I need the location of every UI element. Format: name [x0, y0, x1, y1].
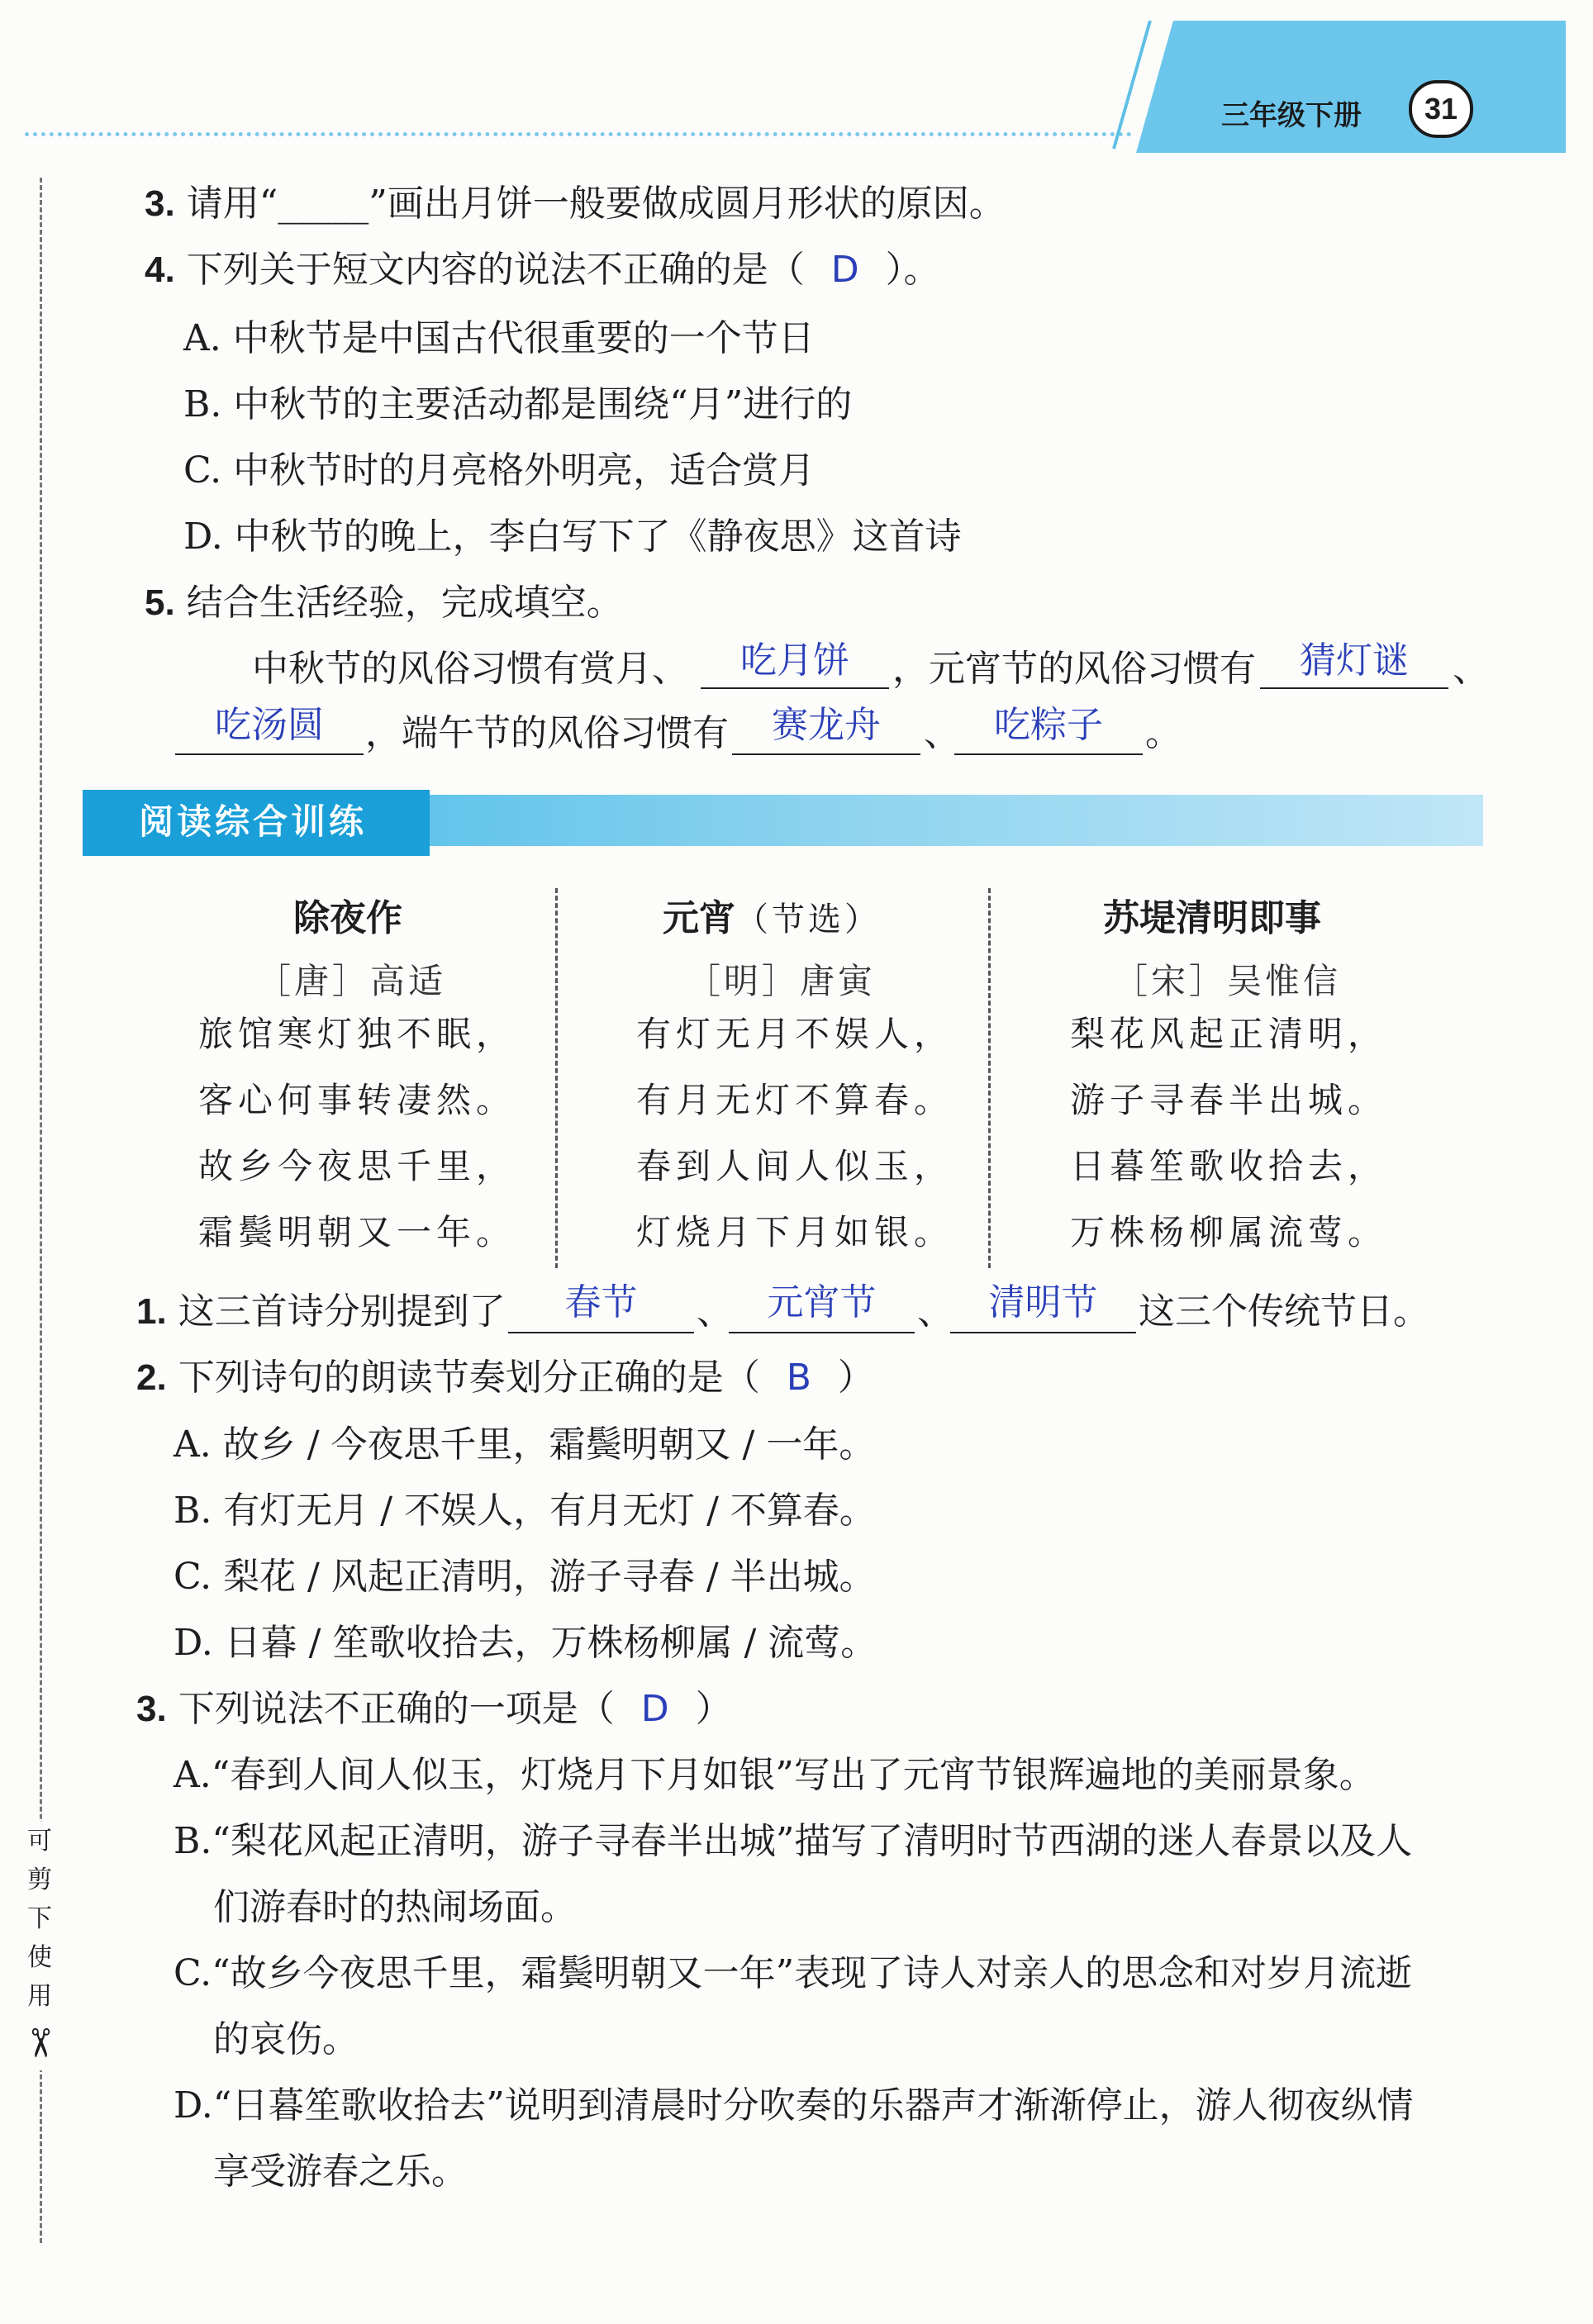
header-tab — [1124, 21, 1570, 157]
poem-title: 苏堤清明即事 — [1103, 897, 1321, 939]
option-cont: 享受游春之乐。 — [213, 2151, 468, 2193]
option: B. 中秋节的主要活动都是围绕“月”进行的 — [183, 383, 853, 425]
blank-line — [950, 1332, 1136, 1333]
q5-text: ，端午节的风俗习惯有 — [365, 712, 729, 754]
blank-line — [954, 753, 1143, 755]
answer-blank-2: 猜灯谜 — [1300, 639, 1409, 682]
q5-text: 、 — [1453, 648, 1489, 690]
poem-line: 客心何事转凄然。 — [198, 1080, 516, 1120]
question-4: 4. 下列关于短文内容的说法不正确的是（ D ）。 — [145, 249, 940, 291]
poem-line: 有灯无月不娱人， — [636, 1014, 954, 1054]
poem-line: 有月无灯不算春。 — [636, 1080, 954, 1120]
blank-line — [732, 753, 920, 755]
grade-label: 三年级下册 — [1221, 99, 1362, 132]
answer-blank: 春节 — [564, 1281, 638, 1324]
blank-line — [701, 687, 889, 689]
answer-blank-5: 吃粽子 — [994, 704, 1103, 746]
poem-line: 游子寻春半出城。 — [1070, 1080, 1388, 1120]
page-header — [0, 0, 1593, 165]
question-5: 5. 结合生活经验，完成填空。 — [145, 582, 623, 624]
poem-divider — [988, 888, 991, 1268]
page-number: 31 — [1424, 92, 1458, 126]
option: A. 中秋节是中国古代很重要的一个节日 — [183, 317, 815, 359]
header-dotted-line — [25, 132, 1132, 136]
separator: 、 — [917, 1290, 953, 1333]
poem-line: 日暮笙歌收拾去， — [1070, 1146, 1388, 1186]
answer: D — [640, 1688, 669, 1730]
answer: D — [830, 249, 859, 291]
poem-author: ［明］唐寅 — [686, 961, 877, 1001]
option: D. 日暮 / 笙歌收拾去，万株杨柳属 / 流莺。 — [174, 1622, 877, 1664]
poem-title: 除夜作 — [293, 897, 402, 939]
blank-line — [729, 1332, 915, 1333]
poem-line: 旅馆寒灯独不眠， — [198, 1014, 516, 1054]
q5-text: ，元宵节的风俗习惯有 — [892, 648, 1256, 690]
poem-line: 春到人间人似玉， — [636, 1146, 954, 1186]
option-cont: 的哀伤。 — [213, 2018, 359, 2060]
p2-question-3: 3. 下列说法不正确的一项是（ D ） — [136, 1688, 732, 1730]
option: C. 梨花 / 风起正清明，游子寻春 / 半出城。 — [174, 1556, 876, 1598]
answer-blank-4: 赛龙舟 — [772, 704, 881, 746]
option: B.“梨花风起正清明，游子寻春半出城”描写了清明时节西湖的迷人春景以及人 — [174, 1820, 1413, 1862]
q5-text: 、 — [924, 712, 960, 754]
answer: B — [786, 1357, 811, 1399]
p2-question-1: 1. 这三首诗分别提到了 — [136, 1290, 506, 1333]
answer-blank-3: 吃汤圆 — [215, 704, 324, 746]
poem-line: 梨花风起正清明， — [1070, 1014, 1388, 1054]
cut-text: 可 剪 下 使 用 ✂ — [21, 1822, 58, 2070]
q5-text: 中秋节的风俗习惯有赏月、 — [252, 648, 688, 690]
blank-line — [508, 1332, 694, 1333]
option: B. 有灯无月 / 不娱人，有月无灯 / 不算春。 — [174, 1490, 876, 1532]
option: C. 中秋节时的月亮格外明亮，适合赏月 — [183, 449, 816, 492]
poem-title: 元宵（节选） — [663, 897, 881, 939]
poem-author: ［宋］吴惟信 — [1113, 961, 1342, 1001]
option: C.“故乡今夜思千里，霜鬓明朝又一年”表现了诗人对亲人的思念和对岁月流逝 — [174, 1952, 1413, 1994]
answer-blank: 清明节 — [988, 1281, 1098, 1324]
question-3: 3. 请用“_____”画出月饼一般要做成圆月形状的原因。 — [145, 183, 1006, 225]
blank-line — [175, 753, 364, 755]
poem-subtitle: （节选） — [735, 901, 881, 939]
scissors-icon: ✂ — [17, 2026, 63, 2060]
p2-question-2: 2. 下列诗句的朗读节奏划分正确的是（ B ） — [136, 1357, 874, 1399]
poem-author: ［唐］高适 — [256, 961, 447, 1001]
option-cont: 们游春时的热闹场面。 — [213, 1886, 577, 1928]
answer-blank-1: 吃月饼 — [740, 639, 849, 682]
poem-line: 万株杨柳属流莺。 — [1070, 1212, 1388, 1252]
poem-line: 灯烧月下月如银。 — [636, 1212, 954, 1252]
separator: 、 — [697, 1290, 733, 1333]
option: D. 中秋节的晚上，李白写下了《静夜思》这首诗 — [183, 516, 962, 558]
poem-line: 霜鬓明朝又一年。 — [198, 1212, 516, 1252]
poem-divider — [555, 888, 558, 1268]
q5-text: 。 — [1145, 712, 1182, 754]
option: D.“日暮笙歌收拾去”说明到清晨时分吹奏的乐器声才渐渐停止，游人彻夜纵情 — [174, 2084, 1414, 2127]
section-title: 阅读综合训练 — [139, 801, 368, 842]
option: A.“春到人间人似玉，灯烧月下月如银”写出了元宵节银辉遍地的美丽景象。 — [174, 1754, 1376, 1796]
answer-blank: 元宵节 — [767, 1281, 877, 1324]
option: A. 故乡 / 今夜思千里，霜鬓明朝又 / 一年。 — [174, 1423, 876, 1466]
poem-line: 故乡今夜思千里， — [198, 1146, 516, 1186]
q1-tail: 这三个传统节日。 — [1139, 1290, 1429, 1333]
blank-line — [1260, 687, 1448, 689]
